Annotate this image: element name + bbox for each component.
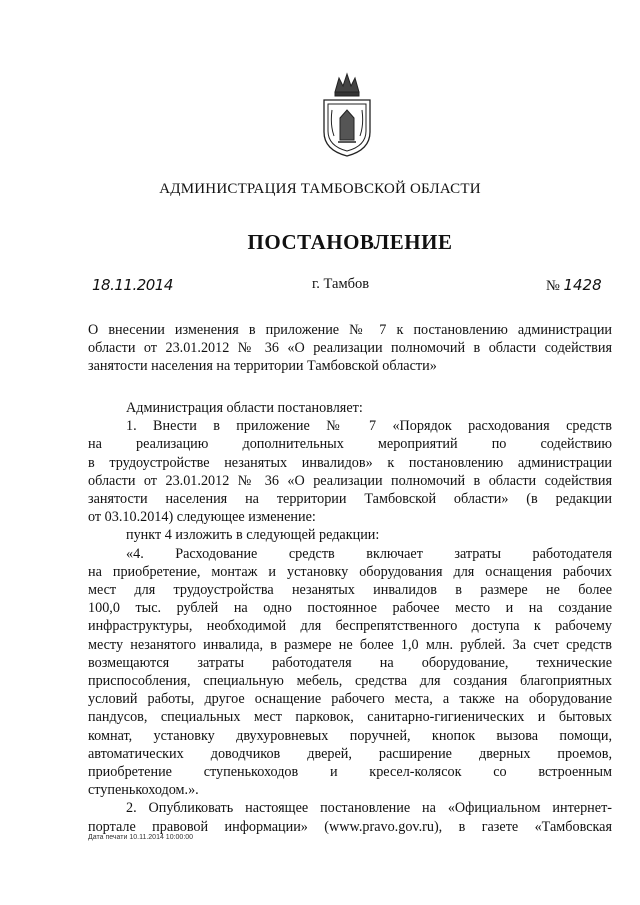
body-line: условий работы, другое оснащение рабочего места, а также на оборудование (88, 691, 612, 708)
body-line: на приобретение, монтаж и установку оборудования для оснащения рабочих (88, 563, 612, 580)
body-line: занятости населения на территории Тамбовской области» (в редакции (88, 491, 612, 508)
body-line: 1. Внести в приложение № 7 «Порядок расходования средств (126, 418, 612, 435)
document-date: 18.11.2014 (92, 276, 173, 294)
body-line: в трудоустройстве незанятых инвалидов» к постановлению администрации (88, 454, 612, 471)
body-line: «4. Расходование средств включает затраты работодателя (126, 545, 612, 562)
body-line: на реализацию дополнительных мероприятий по содействию (88, 436, 612, 453)
body-line: пандусов, специальных мест парковок, санитарно-гигиенических и бытовых (88, 709, 612, 726)
subject-line: области от 23.01.2012 № 36 «О реализации полномочий в области содействия (88, 340, 612, 357)
document-city: г. Тамбов (312, 276, 370, 292)
subject-line: О внесении изменения в приложение № 7 к постановлению администрации (88, 322, 612, 338)
body-line: мест для трудоустройства незанятых инвалидов в размере не более (88, 582, 612, 599)
body-line: области от 23.01.2012 № 36 «О реализации полномочий в области содействия (88, 472, 612, 489)
body-line: от 03.10.2014) следующее изменение: (88, 509, 316, 526)
body-line: ступенькоходом.». (88, 782, 199, 799)
coat-of-arms-icon (318, 70, 376, 160)
document-body (88, 399, 612, 836)
body-line: приспособления, специальную мебель, средства для создания благоприятных (88, 673, 612, 690)
agency-title: АДМИНИСТРАЦИЯ ТАМБОВСКОЙ ОБЛАСТИ (159, 181, 481, 197)
document-type-title: ПОСТАНОВЛЕНИЕ (247, 230, 453, 254)
body-line: инфраструктуры, необходимой для беспрепятственного доступа к рабочему (88, 618, 612, 635)
body-line: 2. Опубликовать настоящее постановление на «Официальном интернет- (126, 800, 612, 817)
print-date-footer: Дата печати 10.11.2014 10:00:00 (88, 834, 194, 841)
body-line: возмещаются затраты работодателя на оборудование, технические (88, 654, 612, 671)
number-sign: № (546, 278, 560, 294)
body-line: Администрация области постановляет: (126, 400, 363, 416)
body-line: пункт 4 изложить в следующей редакции: (126, 527, 380, 544)
subject-block (88, 321, 612, 376)
body-line: комнат, установку двухуровневых поручней, кнопок вызова помощи, (88, 727, 612, 744)
body-line: приобретение ступенькоходов и кресел-колясок со встроенным (88, 764, 612, 781)
document-number (546, 276, 602, 295)
body-line: месту незанятого инвалида, в размере не более 1,0 млн. рублей. За счет средств (88, 636, 612, 653)
body-line: автоматических доводчиков дверей, расширение дверных проемов, (88, 745, 612, 762)
body-line: портале правовой информации» (www.pravo.gov.ru), в газете «Тамбовская (88, 818, 612, 835)
number-value: 1428 (563, 276, 602, 294)
body-line: 100,0 тыс. рублей на одно постоянное рабочее место и на создание (88, 600, 612, 617)
subject-line: занятости населения на территории Тамбовской области» (88, 358, 437, 375)
